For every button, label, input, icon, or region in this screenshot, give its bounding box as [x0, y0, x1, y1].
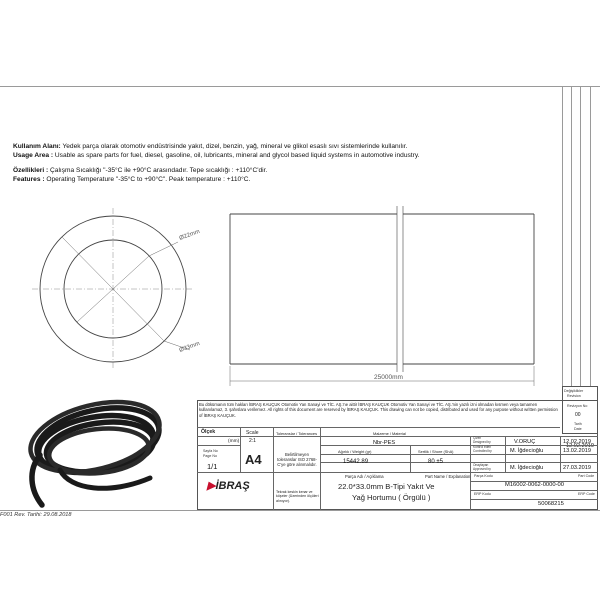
length-label: 25000mm	[374, 374, 403, 381]
approved-date: 27.03.2019	[563, 465, 591, 471]
approved-value: M. İğdecioğlu	[510, 465, 544, 471]
tb-line	[197, 445, 240, 446]
part-name-line1: 22.0*33.0mm B-Tipi Yakıt Ve	[338, 482, 435, 491]
erp-label-en: ERP Code	[578, 492, 595, 496]
part-name-line2: Yağ Hortumu ( Örgülü )	[352, 493, 431, 502]
tb-line	[470, 499, 598, 500]
scale-value: 2:1	[249, 438, 256, 444]
company-logo	[207, 479, 250, 492]
revision-header-en: Revision	[567, 394, 581, 398]
tb-line	[505, 436, 506, 472]
tb-line	[320, 427, 321, 510]
tb-line	[470, 436, 471, 510]
weight-value: 15442.89	[343, 459, 369, 465]
paper-size: A4	[245, 452, 262, 467]
revision-no-label: Revizyon No	[567, 404, 588, 408]
revision-column-line	[590, 86, 591, 386]
part-code-label-tr: Parça Kodu	[474, 474, 493, 478]
material-label: Malzeme / Material	[373, 431, 406, 436]
side-view	[230, 206, 534, 372]
checked-date: 13.02.2019	[563, 448, 591, 454]
part-name-label-en: Part Name / Explanation	[425, 474, 471, 479]
inner-diameter-circle	[64, 240, 162, 338]
part-name-label: Parça Adı / Açıklama	[345, 474, 384, 479]
tb-line	[560, 436, 561, 472]
outer-dim-line	[62, 237, 164, 341]
inner-dim-label: Ø22mm	[178, 228, 201, 242]
logo-mark: ▶	[207, 480, 216, 492]
features-en: Features : Operating Temperature "-35°C to +90°C". Peak temperature : +110°C.	[13, 176, 251, 183]
tb-line	[470, 490, 598, 491]
erp-code: 50068215	[538, 501, 564, 507]
revision-date: 12.02.2019	[566, 443, 594, 449]
tb-line	[320, 454, 598, 455]
part-code-label-en: Part Code	[578, 474, 595, 478]
material-value: Nbr-PES	[373, 440, 396, 446]
hardness-value: 80 ±5	[428, 459, 443, 465]
form-footer: F001 Rev. Tarihi: 29.08.2018	[0, 512, 72, 518]
revision-column-line	[571, 86, 572, 386]
inner-dim-line	[77, 256, 149, 322]
usage-tr: Kullanım Alanı: Yedek parça olarak otomotiv endüstrisinde yakıt, dizel, benzin, yağ, mineral ve glikol esaslı sıvı sistemlerinde kullanılır.	[13, 143, 408, 150]
sharp-edge-note: Tekrak keskin kenar ve köşeler (Üzerinden ölçüleri alınıyor).	[276, 490, 319, 503]
drawn-date: 12.02.2019	[563, 439, 591, 445]
revision-date-label-en: Date	[574, 427, 582, 431]
part-code: M16002-0062-0000-00	[505, 482, 564, 488]
erp-label-tr: ERP Kodu	[474, 492, 491, 496]
checked-label: Kontrol eden Controlled by	[473, 445, 492, 453]
frame-bottom	[0, 510, 600, 511]
tb-line	[410, 445, 411, 472]
olcek-label: Ölçek	[201, 429, 216, 435]
revision-header-tr: Değişiklikler	[564, 389, 584, 393]
sheet-value: 1/1	[207, 462, 218, 471]
outer-dim-label: Ø33mm	[178, 340, 201, 354]
drawn-value: V.ORUÇ	[514, 439, 536, 445]
scale-label: Scale	[246, 430, 259, 436]
weight-label: Ağırlık / Weight (gr)	[338, 449, 372, 454]
revision-no: 00	[575, 412, 581, 418]
sheet-label: Sayfa No Page No	[203, 449, 218, 458]
inner-dim-leader	[149, 242, 178, 256]
checked-value: M. İğdecioğlu	[510, 448, 544, 454]
mm-label: (mm)	[228, 439, 240, 444]
hardness-label: Sertlik / Shore (ShA)	[418, 449, 454, 454]
tb-line	[197, 427, 560, 428]
tolerance-text: Belirtilmeyen toleranslar ISO 2768-C'ye göre alınmalıdır.	[277, 452, 317, 467]
logo-text: İBRAŞ	[215, 480, 250, 492]
tb-line	[273, 427, 274, 510]
cross-section	[32, 208, 194, 370]
tolerance-label: Toleranslar / Tolerances	[276, 431, 318, 436]
revision-column-line	[580, 86, 581, 386]
revision-date-label-tr: Tarih	[574, 422, 582, 426]
length-dimension	[230, 366, 534, 386]
tb-line	[197, 472, 598, 473]
tb-line	[320, 445, 598, 446]
outer-dim-leader	[164, 341, 190, 350]
features-tr: Özellikleri : Çalışma Sıcaklığı "-35°C ile +90°C arasındadır. Tepe sıcaklığı : +110°C'dir.	[13, 167, 268, 174]
hose-photo	[23, 390, 167, 505]
copyright-notice: Bu dökümanın tüm hakları İBRAŞ KAUÇUK Otomotiv Yan Sanayi ve TİC. AŞ.'ne aittir İBRAŞ KAUÇUK Otomotiv Yan Sanayi ve TİC. AŞ.'nin yazılı izni olmadan kısmen veya tamamen kullanılamaz, 3. şahıslara verilemez. All rights of this document are reserved by İBRAŞ KAUÇUK. This drawing can not be copied, distributed and used for any purpose without written permission of İBRAŞ KAUÇUK.	[199, 402, 558, 418]
drawn-label: Çizen Designed by	[473, 436, 491, 444]
approved-label: Onaylayan Approved by	[473, 463, 491, 471]
frame-top	[0, 86, 600, 87]
outer-diameter-circle	[40, 216, 186, 362]
usage-en: Usage Area : Usable as spare parts for fuel, diesel, gasoline, oil, lubricants, mineral and glycol based liquid systems in automotive industry.	[13, 152, 420, 159]
revision-column-line	[562, 86, 563, 386]
tb-line	[197, 436, 598, 437]
tb-line	[240, 427, 241, 472]
